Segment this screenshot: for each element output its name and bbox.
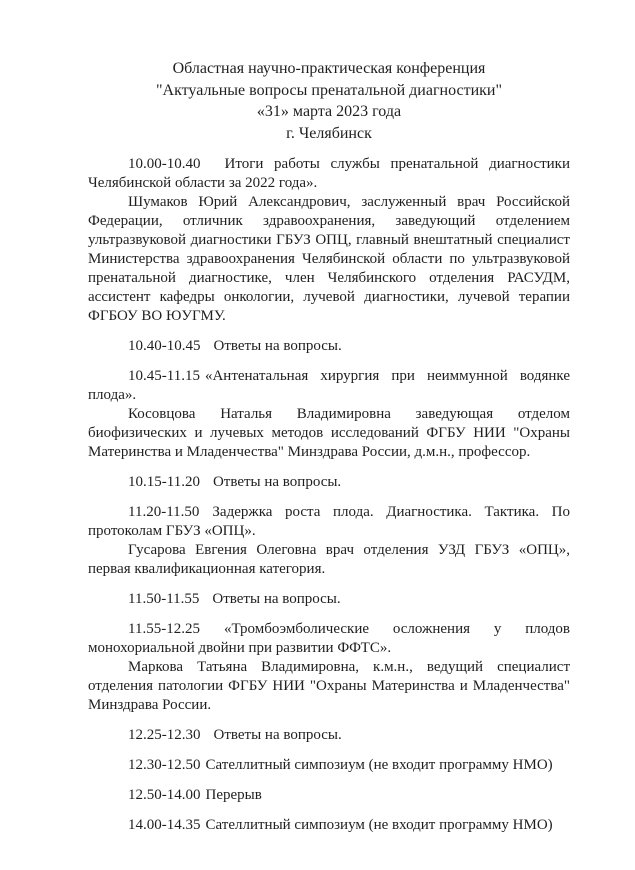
program-paragraph — [88, 367, 570, 405]
time-text-gap — [201, 349, 214, 350]
program-paragraph — [88, 337, 570, 356]
program-paragraph — [88, 405, 570, 462]
session-time: 11.50-11.55 — [128, 591, 200, 607]
program-paragraph — [88, 726, 570, 745]
program-paragraph — [88, 658, 570, 715]
time-text-gap — [200, 632, 224, 633]
time-text-gap — [199, 602, 212, 603]
session-time: 11.20-11.50 — [128, 504, 200, 520]
session-text: Перерыв — [205, 787, 262, 803]
session-text: Гусарова Евгения Олеговна врач отделения УЗД ГБУЗ «ОПЦ», первая квалификационная категория. — [88, 542, 570, 577]
conference-city-line: г. Челябинск — [286, 124, 372, 142]
session-text: Ответы на вопросы. — [212, 474, 342, 490]
conference-date-line: «31» марта 2023 года — [256, 103, 402, 120]
session-text: Шумаков Юрий Александрович, заслуженный врач Российской Федерации, отличник здравоохранения, заведующий отделением ультразвуковой диагностики ГБУЗ ОПЦ, главный внештатный специалист Министерства здравоохранения Челябинской области по ультразвуковой пренатальной диагностике, член Челябинского отделения РАСУДМ, ассистент кафедры онкологии, лучевой диагностики, лучевой терапии ФГБОУ ВО ЮУГМУ. — [88, 194, 570, 324]
session-time: 14.00-14.35 — [128, 817, 201, 833]
session-text: Ответы на вопросы. — [213, 338, 342, 354]
session-text: Ответы на вопросы. — [213, 727, 342, 743]
session-text: Маркова Татьяна Владимировна, к.м.н., ведущий специалист отделения патологии ФГБУ НИИ "Охраны Материнства и Младенчества" Минздрава России. — [88, 659, 570, 713]
session-text: Сателлитный симпозиум (не входит программу НМО) — [205, 817, 553, 833]
time-text-gap — [200, 485, 213, 486]
program-paragraph — [88, 620, 570, 658]
program-paragraph — [88, 473, 570, 492]
session-time: 10.45-11.15 — [128, 368, 200, 384]
program-paragraph — [88, 155, 570, 193]
program-list — [88, 155, 570, 835]
session-time: 10.15-11.20 — [128, 474, 200, 490]
session-text: «Тромбоэмболические осложнения у плодов монохориальной двойни при развитии ФФТС». — [88, 621, 570, 656]
session-text: Сателлитный симпозиум (не входит программу НМО) — [205, 757, 553, 773]
program-paragraph — [88, 786, 570, 805]
session-text: Задержка роста плода. Диагностика. Тактика. По протоколам ГБУЗ «ОПЦ». — [88, 504, 570, 539]
program-paragraph — [88, 541, 570, 579]
session-time: 12.30-12.50 — [128, 757, 201, 773]
document-header — [88, 58, 570, 144]
session-text: Косовцова Наталья Владимировна заведующая отделом биофизических и лучевых методов исследований ФГБУ НИИ "Охраны Материнства и Младенчества" Минздрава России, д.м.н., профессор. — [88, 406, 570, 460]
conference-title-line: Областная научно-практическая конференция — [172, 60, 486, 77]
session-time: 12.50-14.00 — [128, 787, 201, 803]
program-paragraph — [88, 816, 570, 835]
session-text: «Антенатальная хирургия при неиммунной водянке плода». — [88, 368, 570, 403]
session-time: 11.55-12.25 — [128, 621, 200, 637]
conference-subtitle-line: "Актуальные вопросы пренатальной диагностики" — [155, 81, 502, 99]
session-text: Ответы на вопросы. — [212, 591, 341, 607]
session-time: 12.25-12.30 — [128, 727, 201, 743]
session-text: Итоги работы службы пренатальной диагностики Челябинской области за 2022 года». — [88, 156, 570, 191]
session-time: 10.40-10.45 — [128, 338, 201, 354]
time-text-gap — [199, 515, 212, 516]
program-paragraph — [88, 503, 570, 541]
program-paragraph — [88, 193, 570, 326]
program-paragraph — [88, 590, 570, 609]
program-paragraph — [88, 756, 570, 775]
session-time: 10.00-10.40 — [128, 156, 201, 172]
time-text-gap — [201, 167, 225, 168]
time-text-gap — [201, 738, 214, 739]
